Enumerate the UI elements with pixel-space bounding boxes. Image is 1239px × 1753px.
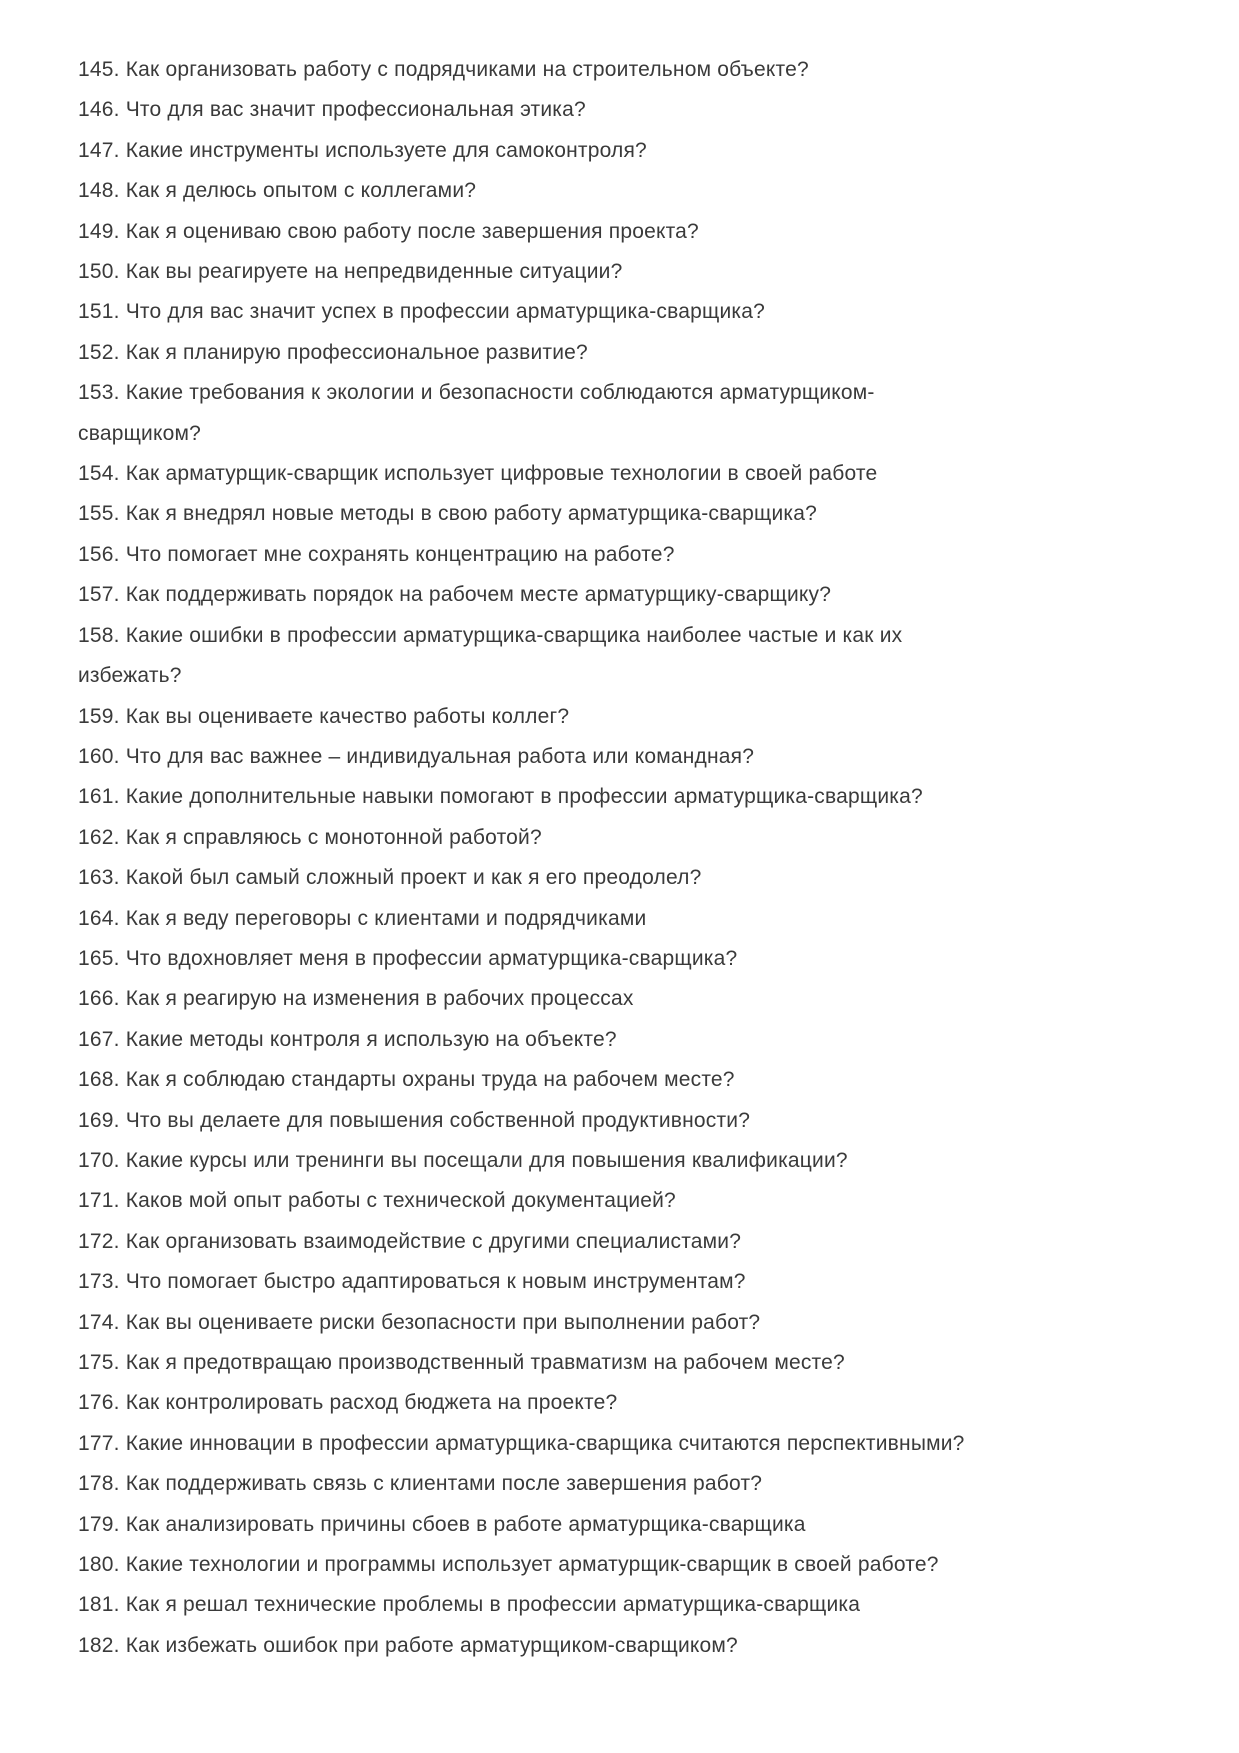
question-line: 168. Как я соблюдаю стандарты охраны труда на рабочем месте?: [78, 1068, 735, 1092]
list-item: [78, 1464, 1161, 1504]
list-item: [78, 1343, 1161, 1383]
list-item: [78, 1181, 1161, 1221]
question-line: 178. Как поддерживать связь с клиентами после завершения работ?: [78, 1472, 763, 1496]
question-line: сварщиком?: [78, 421, 202, 445]
list-item: [78, 1383, 1161, 1423]
question-line: 182. Как избежать ошибок при работе арматурщиком-сварщиком?: [78, 1633, 738, 1657]
list-item: [78, 1020, 1161, 1060]
question-line: 181. Как я решал технические проблемы в профессии арматурщика-сварщика: [78, 1593, 861, 1617]
list-item: [78, 494, 1161, 534]
question-line: 166. Как я реагирую на изменения в рабочих процессах: [78, 987, 634, 1011]
list-item: [78, 1222, 1161, 1262]
question-line: 152. Как я планирую профессиональное развитие?: [78, 340, 588, 364]
question-line: 180. Какие технологии и программы использует арматурщик-сварщик в своей работе?: [78, 1553, 939, 1577]
question-line: 156. Что помогает мне сохранять концентрацию на работе?: [78, 542, 675, 566]
list-item: [78, 575, 1161, 615]
list-item: [78, 1141, 1161, 1181]
list-item: [78, 535, 1161, 575]
list-item: [78, 292, 1161, 332]
question-line: 159. Как вы оцениваете качество работы коллег?: [78, 704, 570, 728]
list-item: [78, 1101, 1161, 1141]
question-line: 154. Как арматурщик-сварщик использует цифровые технологии в своей работе: [78, 462, 878, 486]
question-line: 169. Что вы делаете для повышения собственной продуктивности?: [78, 1108, 751, 1132]
list-item: [78, 737, 1161, 777]
question-line: 176. Как контролировать расход бюджета на проекте?: [78, 1391, 618, 1415]
question-line: 155. Как я внедрял новые методы в свою работу арматурщика-сварщика?: [78, 502, 818, 526]
question-line: 170. Какие курсы или тренинги вы посещали для повышения квалификации?: [78, 1148, 848, 1172]
question-line: 151. Что для вас значит успех в профессии арматурщика-сварщика?: [78, 300, 766, 324]
question-line: 145. Как организовать работу с подрядчиками на строительном объекте?: [78, 58, 809, 81]
question-line: 179. Как анализировать причины сбоев в работе арматурщика-сварщика: [78, 1512, 806, 1536]
question-line: 161. Какие дополнительные навыки помогают в профессии арматурщика-сварщика?: [78, 785, 923, 809]
list-item: [78, 252, 1161, 292]
question-line: 173. Что помогает быстро адаптироваться к новым инструментам?: [78, 1270, 746, 1294]
list-item: [78, 90, 1161, 130]
question-list: [78, 50, 1161, 1666]
question-line: 162. Как я справляюсь с монотонной работой?: [78, 825, 542, 849]
question-line: 158. Какие ошибки в профессии арматурщика-сварщика наиболее частые и как их: [78, 623, 903, 647]
list-item: [78, 131, 1161, 171]
question-line: 164. Как я веду переговоры с клиентами и подрядчиками: [78, 906, 647, 930]
list-item: [78, 454, 1161, 494]
question-line: 147. Какие инструменты используете для самоконтроля?: [78, 138, 647, 162]
list-item: [78, 1626, 1161, 1666]
list-item: [78, 1424, 1161, 1464]
list-item: [78, 616, 1161, 697]
list-item: [78, 1262, 1161, 1302]
question-line: 167. Какие методы контроля я использую на объекте?: [78, 1027, 617, 1051]
list-item: [78, 858, 1161, 898]
question-line: 172. Как организовать взаимодействие с другими специалистами?: [78, 1229, 742, 1253]
question-line: 148. Как я делюсь опытом с коллегами?: [78, 179, 477, 203]
question-line: 175. Как я предотвращаю производственный травматизм на рабочем месте?: [78, 1351, 845, 1374]
question-line: 149. Как я оцениваю свою работу после завершения проекта?: [78, 219, 699, 243]
question-line: 160. Что для вас важнее – индивидуальная работа или командная?: [78, 744, 755, 768]
question-line: 177. Какие инновации в профессии арматурщика-сварщика считаются перспективными?: [78, 1431, 965, 1455]
list-item: [78, 777, 1161, 817]
list-item: [78, 212, 1161, 252]
question-line: 146. Что для вас значит профессиональная этика?: [78, 98, 586, 122]
list-item: [78, 979, 1161, 1019]
question-line: 171. Каков мой опыт работы с технической документацией?: [78, 1189, 676, 1213]
list-item: [78, 939, 1161, 979]
question-line: 150. Как вы реагируете на непредвиденные ситуации?: [78, 260, 623, 284]
question-line: 153. Какие требования к экологии и безопасности соблюдаются арматурщиком-: [78, 381, 875, 405]
question-line: 163. Какой был самый сложный проект и как я его преодолел?: [78, 866, 702, 890]
list-item: [78, 1060, 1161, 1100]
list-item: [78, 697, 1161, 737]
question-line: избежать?: [78, 664, 182, 688]
list-item: [78, 1505, 1161, 1545]
list-item: [78, 1545, 1161, 1585]
list-item: [78, 818, 1161, 858]
list-item: [78, 1585, 1161, 1625]
list-item: [78, 899, 1161, 939]
list-item: [78, 333, 1161, 373]
question-line: 165. Что вдохновляет меня в профессии арматурщика-сварщика?: [78, 946, 738, 970]
question-line: 174. Как вы оцениваете риски безопасности при выполнении работ?: [78, 1310, 761, 1334]
question-line: 157. Как поддерживать порядок на рабочем месте арматурщику-сварщику?: [78, 583, 832, 607]
list-item: [78, 171, 1161, 211]
list-item: [78, 50, 1161, 90]
list-item: [78, 1303, 1161, 1343]
list-item: [78, 373, 1161, 454]
